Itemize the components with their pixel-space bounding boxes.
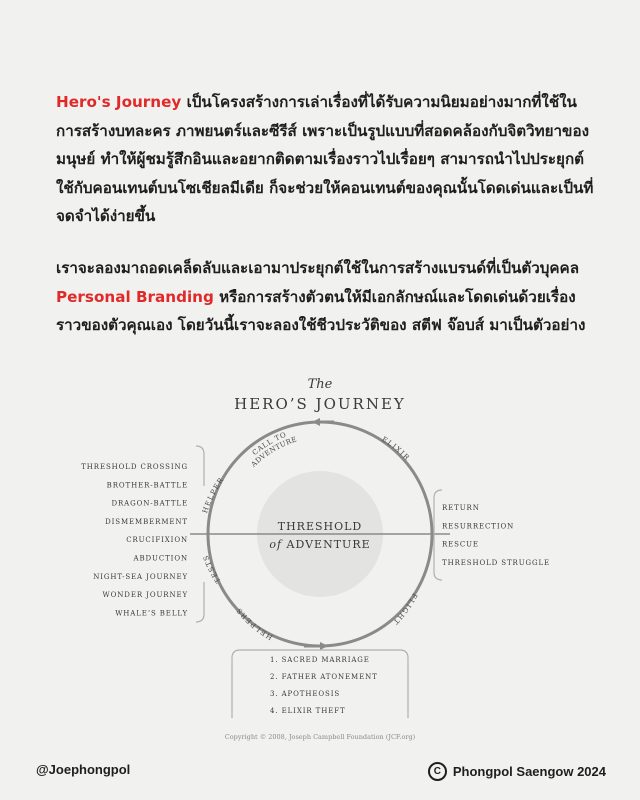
intro-paragraph-1 [56, 88, 596, 231]
arc-label-helpers: HELPERS [234, 605, 275, 642]
arc-label-adventure: ADVENTURE [249, 435, 299, 469]
hero-journey-diagram [0, 372, 640, 752]
left-stage-item: WHALE’S BELLY [115, 609, 188, 618]
intro-paragraph-2-after: หรือการสร้างตัวตนให้มีเอกลักษณ์และโดดเด่นด้วยเรื่องราวของตัวคุณเอง โดยวันนี้เราจะลองใช้ชีวประวัติของ สตีฟ จ๊อบส์ มาเป็นตัวอย่าง [56, 287, 586, 334]
left-stage-item: THRESHOLD CROSSING [81, 463, 188, 471]
diagram-title-small: The [307, 377, 333, 392]
left-stage-item: ABDUCTION [133, 554, 188, 563]
bottom-stage-item: 2. FATHER ATONEMENT [270, 673, 378, 681]
left-stage-list [81, 463, 188, 617]
arc-label-flight: FLIGHT [390, 591, 419, 627]
left-stage-item: WONDER JOURNEY [102, 591, 188, 600]
diagram-copyright: Copyright © 2008, Joseph Campbell Foundation (JCF.org) [224, 733, 416, 741]
left-stage-item: CRUCIFIXION [126, 536, 188, 545]
intro-paragraph-1-text: เป็นโครงสร้างการเล่าเรื่องที่ได้รับความนิยมอย่างมากที่ใช้ในการสร้างบทละคร ภาพยนตร์และซีรีส์ เพราะเป็นรูปแบบที่สอดคล้องกับจิตวิทยาของมนุษย์ ทำให้ผู้ชมรู้สึกอินและอยากติดตามเรื่องราวไปเรื่อยๆ สามารถนำไปประยุกต์ใช้กับคอนเทนต์บนโซเชียลมีเดีย ก็จะช่วยให้คอนเทนต์ของคุณนั้นโดดเด่นและเป็นที่จดจำได้ง่ายขึ้น [56, 93, 594, 225]
left-stage-item: BROTHER-BATTLE [106, 481, 188, 490]
left-stage-item: DISMEMBERMENT [105, 517, 188, 526]
right-stage-item: RETURN [442, 504, 480, 512]
right-stage-item: RESCUE [442, 540, 479, 549]
left-stage-item: DRAGON-BATTLE [111, 499, 188, 508]
bottom-stage-item: 4. ELIXIR THEFT [270, 707, 346, 715]
right-stage-item: THRESHOLD STRUGGLE [442, 558, 551, 567]
intro-paragraph-2 [56, 254, 596, 340]
arc-label-elixir: ELIXIR [380, 435, 412, 463]
right-stage-list [442, 504, 550, 567]
diagram-title: HERO’S JOURNEY [234, 395, 406, 413]
bottom-stage-item: 1. SACRED MARRIAGE [270, 656, 370, 664]
personal-branding-highlight: Personal Branding [56, 287, 214, 306]
footer-handle: @Joephongpol [36, 762, 131, 777]
arc-label-call: CALL TO [250, 430, 288, 458]
left-stage-item: NIGHT-SEA JOURNEY [93, 572, 188, 581]
footer-author: Phongpol Saengow 2024 [452, 764, 606, 779]
right-stage-item: RESURRECTION [442, 522, 515, 531]
intro-paragraph-2-before: เราจะลองมาถอดเคล็ดลับและเอามาประยุกต์ใช้ในการสร้างแบรนด์ที่เป็นตัวบุคคล [56, 259, 579, 277]
copyright-icon: C [428, 762, 447, 781]
hero-journey-highlight: Hero's Journey [56, 93, 182, 111]
center-label-threshold: THRESHOLD [277, 520, 363, 533]
arc-label-tests: TESTS [201, 553, 223, 585]
footer-credit [428, 762, 606, 781]
bottom-stage-list [270, 656, 378, 715]
right-bracket [434, 490, 442, 580]
center-label-adventure: of ADVENTURE [269, 538, 371, 551]
arc-label-helper: HELPER [201, 475, 226, 515]
bottom-stage-item: 3. APOTHEOSIS [270, 690, 341, 698]
